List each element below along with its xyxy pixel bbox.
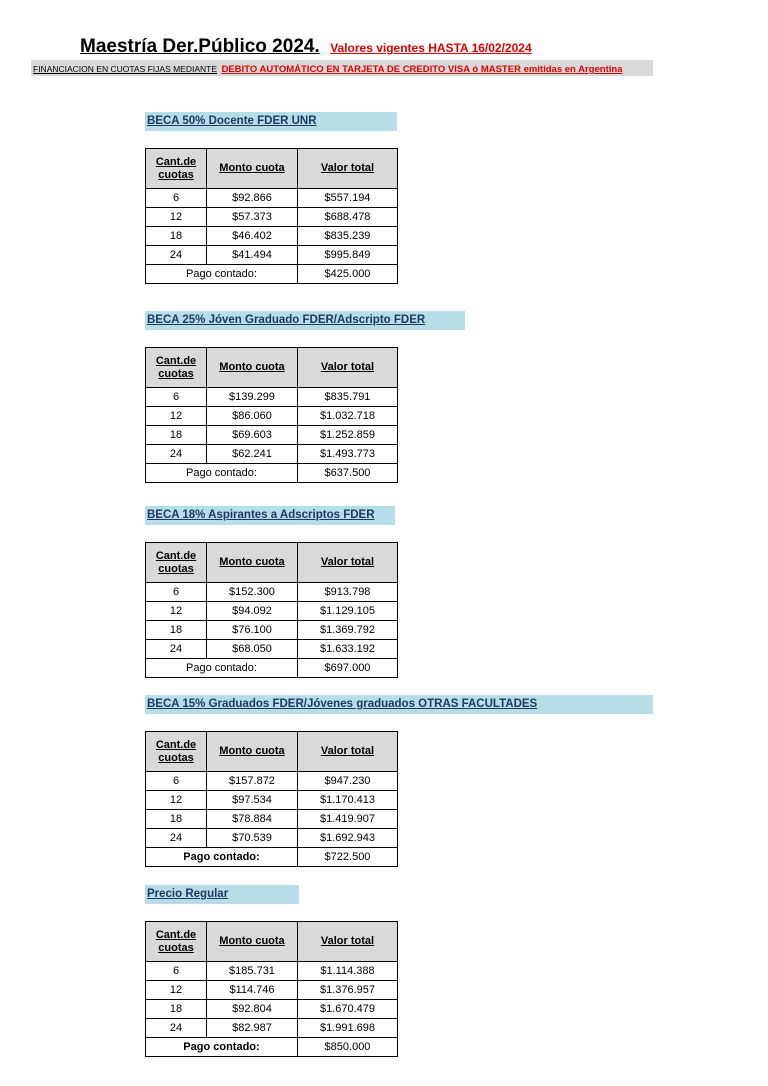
validity-note: Valores vigentes HASTA 16/02/2024 bbox=[330, 41, 532, 55]
table-row bbox=[146, 640, 398, 659]
header-qty: Cant.de cuotas bbox=[146, 543, 207, 583]
table-header-row bbox=[146, 922, 398, 962]
installment-cell: $86.060 bbox=[207, 407, 298, 426]
section-beca-15 bbox=[145, 695, 653, 867]
table-row bbox=[146, 1019, 398, 1038]
total-cell: $1.692.943 bbox=[298, 829, 398, 848]
financing-method: DEBITO AUTOMÁTICO EN TARJETA DE CREDITO VISA ó MASTER emitidas en Argentina bbox=[221, 64, 623, 75]
installment-cell: $78.884 bbox=[207, 810, 298, 829]
header-installment: Monto cuota bbox=[207, 922, 298, 962]
header-total: Valor total bbox=[298, 922, 398, 962]
cash-label: Pago contado: bbox=[146, 1038, 298, 1057]
cash-row bbox=[146, 1038, 398, 1057]
installment-cell: $157.872 bbox=[207, 772, 298, 791]
section-precio-regular bbox=[145, 885, 398, 1057]
section-title: BECA 50% Docente FDER UNR bbox=[145, 112, 397, 131]
qty-cell: 12 bbox=[146, 407, 207, 426]
table-header-row bbox=[146, 149, 398, 189]
qty-cell: 6 bbox=[146, 583, 207, 602]
cash-value: $850.000 bbox=[298, 1038, 398, 1057]
qty-cell: 12 bbox=[146, 208, 207, 227]
table-row bbox=[146, 791, 398, 810]
total-cell: $1.670.479 bbox=[298, 1000, 398, 1019]
qty-cell: 18 bbox=[146, 810, 207, 829]
installment-cell: $185.731 bbox=[207, 962, 298, 981]
table-row bbox=[146, 829, 398, 848]
cash-value: $722.500 bbox=[298, 848, 398, 867]
total-cell: $1.493.773 bbox=[298, 445, 398, 464]
qty-cell: 6 bbox=[146, 962, 207, 981]
installment-cell: $97.534 bbox=[207, 791, 298, 810]
qty-cell: 24 bbox=[146, 445, 207, 464]
table-row bbox=[146, 426, 398, 445]
total-cell: $1.376.957 bbox=[298, 981, 398, 1000]
financing-banner bbox=[31, 60, 653, 76]
section-title: BECA 25% Jóven Graduado FDER/Adscripto FDER bbox=[145, 311, 465, 330]
document-header bbox=[80, 36, 532, 58]
total-cell: $557.194 bbox=[298, 189, 398, 208]
total-cell: $1.129.105 bbox=[298, 602, 398, 621]
fee-table bbox=[145, 731, 398, 867]
table-row bbox=[146, 981, 398, 1000]
cash-label: Pago contado: bbox=[146, 265, 298, 284]
page-title: Maestría Der.Público 2024. bbox=[80, 36, 320, 57]
qty-cell: 18 bbox=[146, 1000, 207, 1019]
qty-cell: 18 bbox=[146, 621, 207, 640]
total-cell: $913.798 bbox=[298, 583, 398, 602]
cash-row bbox=[146, 464, 398, 483]
installment-cell: $70.539 bbox=[207, 829, 298, 848]
qty-cell: 6 bbox=[146, 388, 207, 407]
header-installment: Monto cuota bbox=[207, 348, 298, 388]
total-cell: $835.239 bbox=[298, 227, 398, 246]
header-total: Valor total bbox=[298, 732, 398, 772]
cash-value: $637.500 bbox=[298, 464, 398, 483]
qty-cell: 24 bbox=[146, 1019, 207, 1038]
table-row bbox=[146, 246, 398, 265]
cash-row bbox=[146, 659, 398, 678]
table-row bbox=[146, 962, 398, 981]
section-beca-50 bbox=[145, 112, 398, 284]
total-cell: $1.991.698 bbox=[298, 1019, 398, 1038]
table-row bbox=[146, 621, 398, 640]
qty-cell: 12 bbox=[146, 981, 207, 1000]
table-row bbox=[146, 208, 398, 227]
total-cell: $1.419.907 bbox=[298, 810, 398, 829]
cash-label: Pago contado: bbox=[146, 659, 298, 678]
installment-cell: $69.603 bbox=[207, 426, 298, 445]
qty-cell: 24 bbox=[146, 640, 207, 659]
table-row bbox=[146, 407, 398, 426]
cash-label: Pago contado: bbox=[146, 464, 298, 483]
total-cell: $1.369.792 bbox=[298, 621, 398, 640]
installment-cell: $139.299 bbox=[207, 388, 298, 407]
header-total: Valor total bbox=[298, 149, 398, 189]
installment-cell: $41.494 bbox=[207, 246, 298, 265]
installment-cell: $82.987 bbox=[207, 1019, 298, 1038]
header-installment: Monto cuota bbox=[207, 543, 298, 583]
table-header-row bbox=[146, 543, 398, 583]
financing-prefix: FINANCIACION EN CUOTAS FIJAS MEDIANTE bbox=[33, 64, 218, 74]
installment-cell: $57.373 bbox=[207, 208, 298, 227]
table-row bbox=[146, 1000, 398, 1019]
total-cell: $1.032.718 bbox=[298, 407, 398, 426]
section-beca-18 bbox=[145, 506, 398, 678]
qty-cell: 6 bbox=[146, 189, 207, 208]
section-beca-25 bbox=[145, 311, 465, 483]
fee-table bbox=[145, 921, 398, 1057]
installment-cell: $62.241 bbox=[207, 445, 298, 464]
total-cell: $688.478 bbox=[298, 208, 398, 227]
table-row bbox=[146, 583, 398, 602]
installment-cell: $94.092 bbox=[207, 602, 298, 621]
installment-cell: $92.866 bbox=[207, 189, 298, 208]
table-row bbox=[146, 772, 398, 791]
qty-cell: 18 bbox=[146, 227, 207, 246]
section-title: BECA 15% Graduados FDER/Jóvenes graduados OTRAS FACULTADES bbox=[145, 695, 653, 714]
total-cell: $1.252.859 bbox=[298, 426, 398, 445]
table-row bbox=[146, 602, 398, 621]
table-header-row bbox=[146, 348, 398, 388]
table-row bbox=[146, 189, 398, 208]
qty-cell: 24 bbox=[146, 246, 207, 265]
installment-cell: $92.804 bbox=[207, 1000, 298, 1019]
header-qty: Cant.de cuotas bbox=[146, 348, 207, 388]
section-title: Precio Regular bbox=[145, 885, 299, 904]
qty-cell: 18 bbox=[146, 426, 207, 445]
header-installment: Monto cuota bbox=[207, 149, 298, 189]
total-cell: $947.230 bbox=[298, 772, 398, 791]
table-row bbox=[146, 810, 398, 829]
header-qty: Cant.de cuotas bbox=[146, 149, 207, 189]
installment-cell: $68.050 bbox=[207, 640, 298, 659]
cash-row bbox=[146, 848, 398, 867]
table-row bbox=[146, 388, 398, 407]
header-qty: Cant.de cuotas bbox=[146, 732, 207, 772]
header-total: Valor total bbox=[298, 348, 398, 388]
qty-cell: 6 bbox=[146, 772, 207, 791]
fee-table bbox=[145, 347, 398, 483]
installment-cell: $76.100 bbox=[207, 621, 298, 640]
cash-row bbox=[146, 265, 398, 284]
total-cell: $1.170.413 bbox=[298, 791, 398, 810]
qty-cell: 12 bbox=[146, 791, 207, 810]
section-title: BECA 18% Aspirantes a Adscriptos FDER bbox=[145, 506, 395, 525]
installment-cell: $152.300 bbox=[207, 583, 298, 602]
total-cell: $995.849 bbox=[298, 246, 398, 265]
fee-table bbox=[145, 148, 398, 284]
cash-value: $425.000 bbox=[298, 265, 398, 284]
fee-table bbox=[145, 542, 398, 678]
total-cell: $835.791 bbox=[298, 388, 398, 407]
header-total: Valor total bbox=[298, 543, 398, 583]
total-cell: $1.114.388 bbox=[298, 962, 398, 981]
table-header-row bbox=[146, 732, 398, 772]
cash-value: $697.000 bbox=[298, 659, 398, 678]
table-row bbox=[146, 227, 398, 246]
table-row bbox=[146, 445, 398, 464]
total-cell: $1.633.192 bbox=[298, 640, 398, 659]
header-installment: Monto cuota bbox=[207, 732, 298, 772]
header-qty: Cant.de cuotas bbox=[146, 922, 207, 962]
cash-label: Pago contado: bbox=[146, 848, 298, 867]
installment-cell: $114.746 bbox=[207, 981, 298, 1000]
installment-cell: $46.402 bbox=[207, 227, 298, 246]
qty-cell: 24 bbox=[146, 829, 207, 848]
qty-cell: 12 bbox=[146, 602, 207, 621]
